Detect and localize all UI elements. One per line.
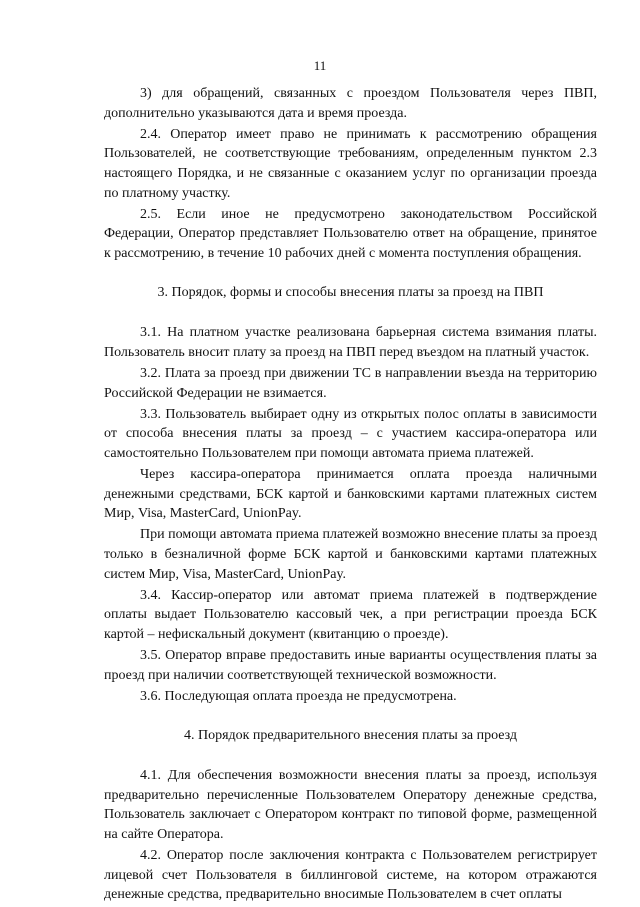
- paragraph-3-1: 3.1. На платном участке реализована барьерная система взимания платы. Пользователь вносит плату за проезд на ПВП перед въездом на платный участок.: [104, 325, 597, 360]
- paragraph-2-4: 2.4. Оператор имеет право не принимать к рассмотрению обращения Пользователей, не соответствующие требованиям, определенным пунктом 2.3 настоящего Порядка, и не связанные с оказанием услуг по организации проезда по платному участку.: [104, 126, 597, 201]
- paragraph-4-1: 4.1. Для обеспечения возможности внесения платы за проезд, используя предварительно перечисленные Пользователем Оператору денежные средства, Пользователь заключает с Оператором контракт по типовой форме, размещенной на сайте Оператора.: [104, 768, 597, 842]
- paragraph-cashier: Через кассира-оператора принимается оплата проезда наличными денежными средствами, БСК картой и банковскими картами платежных систем Мир, Visa, MasterCard, UnionPay.: [104, 467, 597, 522]
- document-body: [104, 84, 597, 907]
- paragraph-4-2: 4.2. Оператор после заключения контракта с Пользователем регистрирует лицевой счет Пользователя в биллинговой системе, на котором отражаются денежные средства, предварительно вносимые Пользователем в счет оплаты: [104, 848, 597, 903]
- paragraph-3-6: 3.6. Последующая оплата проезда не предусмотрена.: [140, 688, 457, 704]
- paragraph-3-2: 3.2. Плата за проезд при движении ТС в направлении въезда на территорию Российской Федерации не взимается.: [104, 365, 597, 401]
- section-heading-3: 3. Порядок, формы и способы внесения платы за проезд на ПВП: [157, 284, 544, 300]
- paragraph-3-5: 3.5. Оператор вправе предоставить иные варианты осуществления платы за проезд при наличии соответствующей технической возможности.: [104, 648, 597, 683]
- paragraph-automat: При помощи автомата приема платежей возможно внесение платы за проезд только в безналичной форме БСК картой и банковскими картами платежных систем Мир, Visa, MasterCard, UnionPay.: [104, 527, 597, 582]
- section-heading-4: 4. Порядок предварительного внесения платы за проезд: [183, 727, 518, 743]
- paragraph-3-3: 3.3. Пользователь выбирает одну из открытых полос оплаты в зависимости от способа внесения платы за проезд – с участием кассира-оператора или самостоятельно Пользователем при помощи автомата приема платежей.: [104, 406, 597, 461]
- page-number: 11: [313, 58, 327, 73]
- paragraph-2-5: 2.5. Если иное не предусмотрено законодательством Российской Федерации, Оператор представляет Пользователю ответ на обращение, принятое к рассмотрению, в течение 10 рабочих дней с момента поступления обращения.: [104, 206, 597, 261]
- paragraph-3-4: 3.4. Кассир-оператор или автомат приема платежей в подтверждение оплаты выдает Пользователю кассовый чек, а при регистрации проезда БСК картой – нефискальный документ (квитанцию о проезде).: [104, 587, 597, 642]
- paragraph-item-3: 3) для обращений, связанных с проездом Пользователя через ПВП, дополнительно указываются дата и время проезда.: [104, 86, 597, 121]
